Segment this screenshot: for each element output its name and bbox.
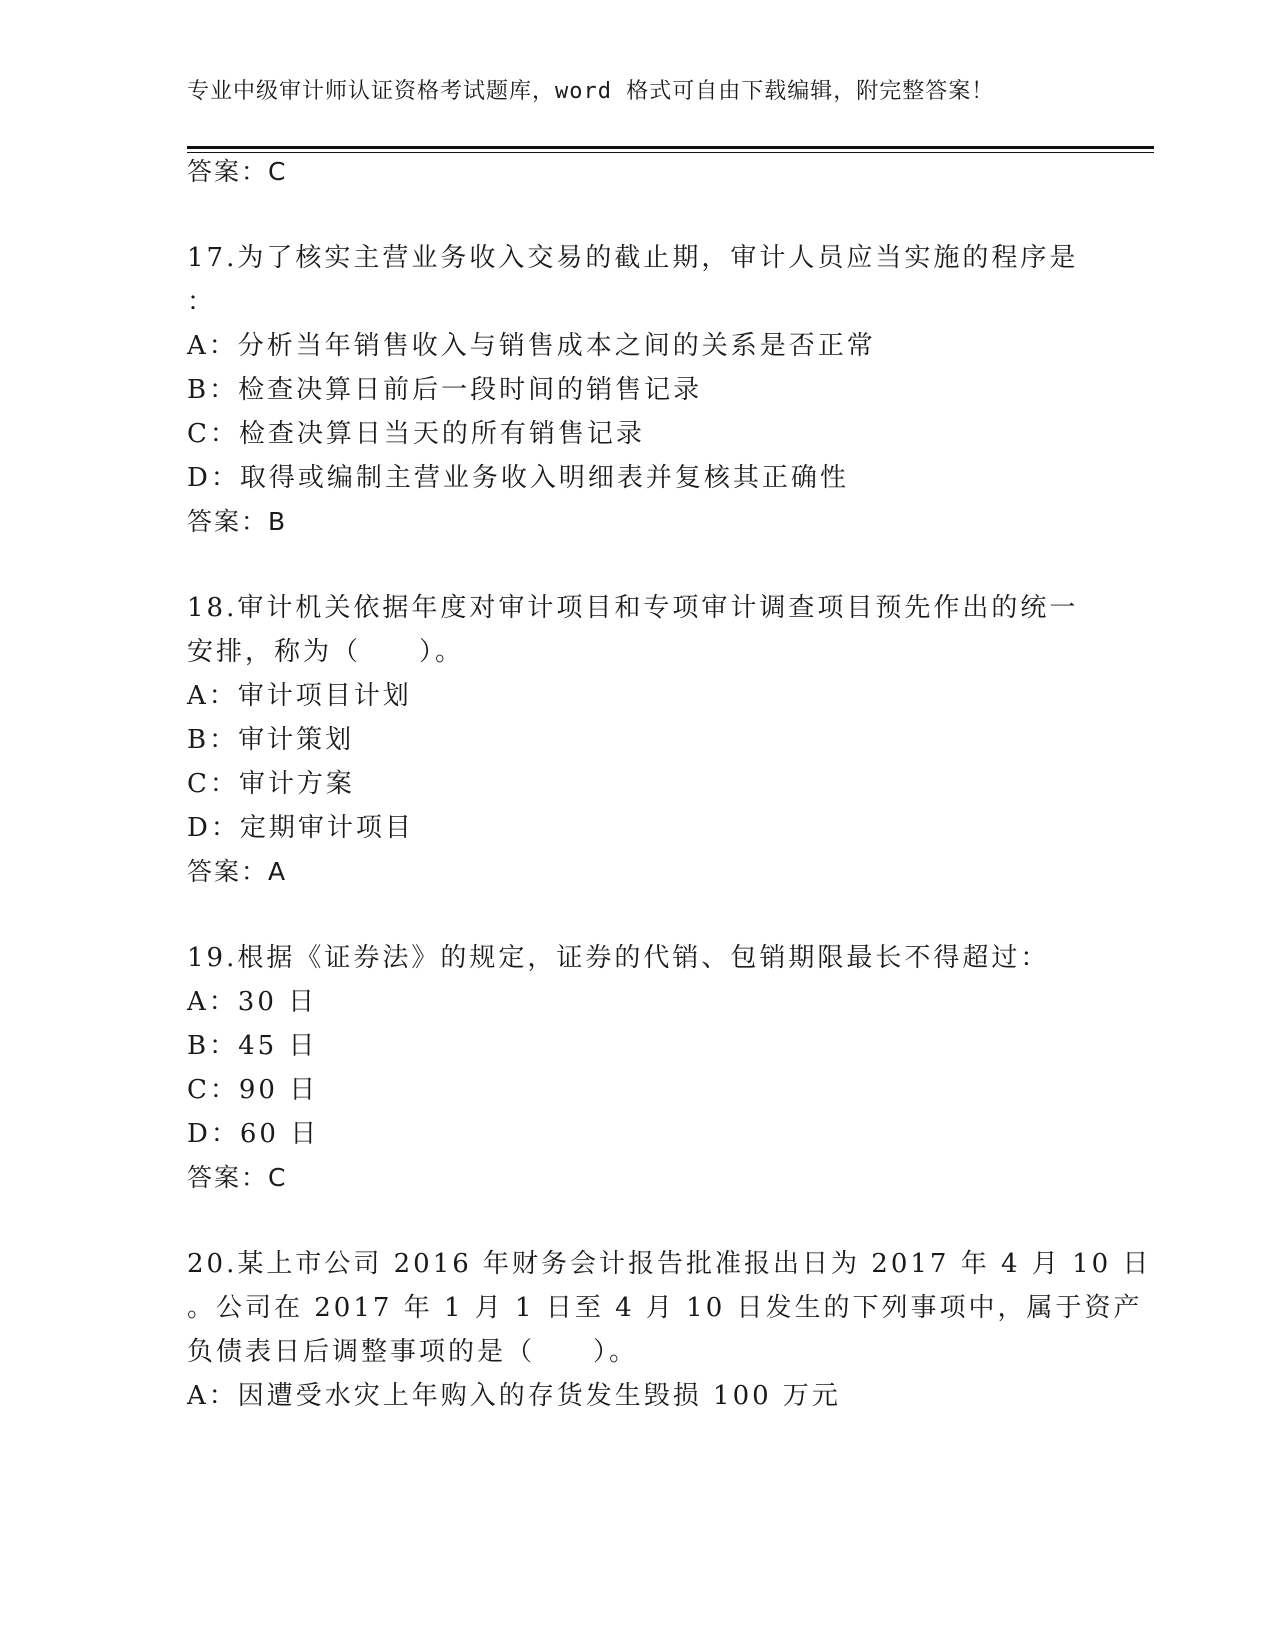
question-19-option-d: D：60 日 [187,1119,320,1149]
question-19-option-b: B：45 日 [187,1031,318,1061]
question-17-option-d: D：取得或编制主营业务收入明细表并复核其正确性 [187,463,849,493]
question-20-line-1: 20.某上市公司 2016 年财务会计报告批准报出日为 2017 年 4 月 10 日 [187,1249,1152,1279]
question-20-line-3: 负债表日后调整事项的是（ ）。 [187,1337,639,1367]
question-20-line-2: 。公司在 2017 年 1 月 1 日至 4 月 10 日发生的下列事项中，属于资产 [187,1293,1143,1323]
question-17-line-2: ： [187,287,217,317]
question-18-option-c: C：审计方案 [187,769,355,799]
answer-16: 答案：C [187,157,288,186]
answer-18: 答案：A [187,857,288,886]
question-19-option-c: C：90 日 [187,1075,319,1105]
page-header: 专业中级审计师认证资格考试题库，word 格式可自由下载编辑，附完整答案！ [187,79,995,104]
question-18-option-b: B：审计策划 [187,725,355,755]
answer-19: 答案：C [187,1163,288,1192]
question-19-option-a: A：30 日 [187,987,318,1017]
question-18-option-d: D：定期审计项目 [187,813,414,843]
question-17-option-c: C：检查决算日当天的所有销售记录 [187,419,645,449]
question-18-option-a: A：审计项目计划 [187,681,412,711]
header-rule-thin [187,152,1154,153]
question-19-line-1: 19.根据《证券法》的规定，证券的代销、包销期限最长不得超过： [187,943,1050,973]
question-18-line-1: 18.审计机关依据年度对审计项目和专项审计调查项目预先作出的统一 [187,593,1079,623]
header-rule-thick [187,146,1154,149]
question-17-option-b: B：检查决算日前后一段时间的销售记录 [187,375,703,405]
answer-17: 答案：B [187,507,288,536]
question-17-option-a: A：分析当年销售收入与销售成本之间的关系是否正常 [187,331,876,361]
question-18-line-2: 安排，称为（ ）。 [187,637,465,667]
question-17-line-1: 17.为了核实主营业务收入交易的截止期，审计人员应当实施的程序是 [187,243,1079,273]
question-20-option-a: A：因遭受水灾上年购入的存货发生毁损 100 万元 [187,1381,841,1411]
